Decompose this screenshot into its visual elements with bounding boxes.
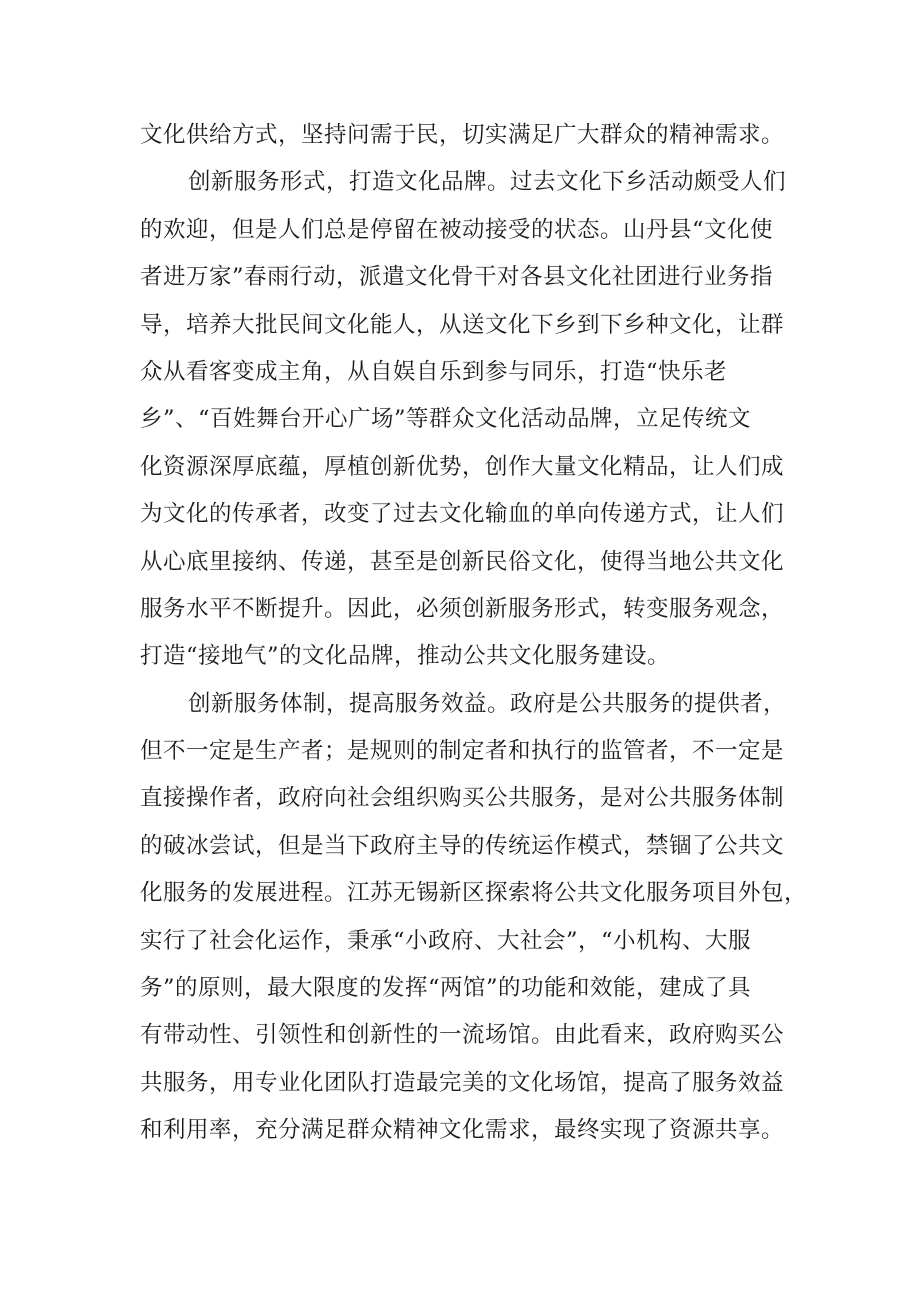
- text-line: 打造“接地气”的文化品牌，推动公共文化服务建设。: [140, 643, 671, 670]
- text-line: 文化供给方式，坚持问需于民，切实满足广大群众的精神需求。: [140, 122, 785, 148]
- text-line: 和利用率，充分满足群众精神文化需求，最终实现了资源共享。: [140, 1117, 785, 1144]
- text-line: 化服务的发展进程。江苏无锡新区探索将公共文化服务项目外包，: [140, 880, 808, 907]
- text-line: 从心底里接纳、传递，甚至是创新民俗文化，使得当地公共文化: [140, 548, 785, 575]
- document-body: [140, 112, 808, 1155]
- text-line: 为文化的传承者，改变了过去文化输血的单向传递方式，让人们: [140, 501, 785, 528]
- text-line: 有带动性、引领性和创新性的一流场馆。由此看来，政府购买公: [140, 1022, 785, 1049]
- text-line: 的破冰尝试，但是当下政府主导的传统运作模式，禁锢了公共文: [140, 832, 785, 859]
- text-line: 的欢迎，但是人们总是停留在被动接受的状态。山丹县“文化使: [140, 216, 774, 243]
- text-line: 直接操作者，政府向社会组织购买公共服务，是对公共服务体制: [140, 785, 785, 812]
- paragraph-first-line: 创新服务形式，打造文化品牌。过去文化下乡活动颇受人们: [188, 169, 787, 196]
- text-line: 众从看客变成主角，从自娱自乐到参与同乐，打造“快乐老: [140, 358, 728, 385]
- text-line: 但不一定是生产者；是规则的制定者和执行的监管者，不一定是: [140, 738, 785, 765]
- text-line: 实行了社会化运作，秉承“小政府、大社会”，“小机构、大服: [140, 927, 752, 954]
- text-line: 共服务，用专业化团队打造最完美的文化场馆，提高了服务效益: [140, 1069, 785, 1096]
- paragraph-first-line: 创新服务体制，提高服务效益。政府是公共服务的提供者，: [188, 690, 787, 717]
- text-line: 务”的原则，最大限度的发挥“两馆”的功能和效能，建成了具: [140, 975, 752, 1002]
- text-line: 化资源深厚底蕴，厚植创新优势，创作大量文化精品，让人们成: [140, 453, 785, 480]
- text-line: 服务水平不断提升。因此，必须创新服务形式，转变服务观念，: [140, 595, 785, 622]
- text-line: 乡”、“百姓舞台开心广场”等群众文化活动品牌，立足传统文: [140, 406, 752, 433]
- text-line: 导，培养大批民间文化能人，从送文化下乡到下乡种文化，让群: [140, 311, 785, 338]
- text-line: 者进万家”春雨行动，派遣文化骨干对各县文化社团进行业务指: [140, 264, 774, 291]
